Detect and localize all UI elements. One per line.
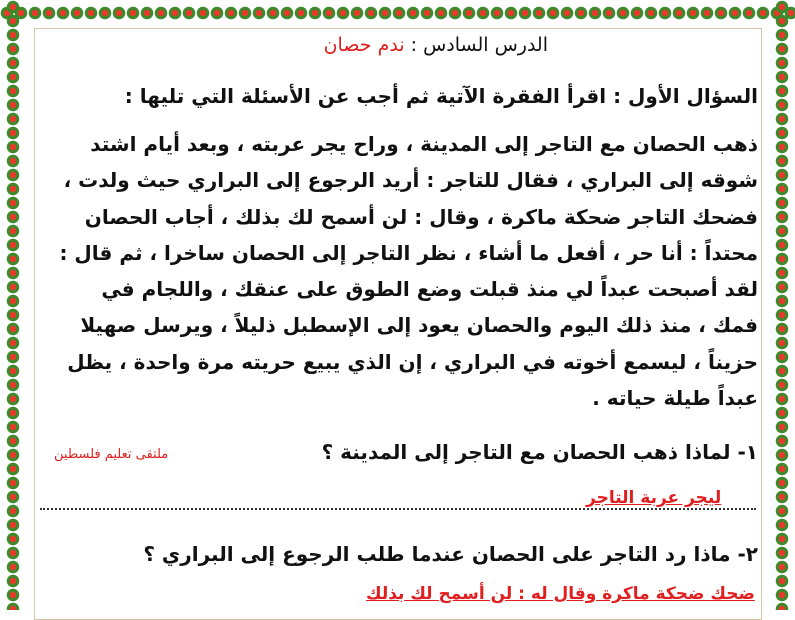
lesson-title-prefix: الدرس السادس : <box>404 34 548 56</box>
sub-question-1: ١- لماذا ذهب الحصان مع التاجر إلى المدينة ؟ <box>321 440 758 464</box>
paragraph-line: ذهب الحصان مع التاجر إلى المدينة ، وراح يجر عربته ، وبعد أيام اشتد <box>90 132 758 156</box>
source-tag: ملتقى تعليم فلسطين <box>54 447 169 462</box>
paragraph-line: حزيناً ، ليسمع أخوته في البراري ، إن الذي يبيع حريته مرة واحدة ، يظل <box>67 349 758 374</box>
flower-border-left <box>0 0 26 610</box>
flower-border-right <box>769 0 795 610</box>
answer-line-1 <box>40 508 756 510</box>
paragraph-line: فمك ، منذ ذلك اليوم والحصان يعود إلى الإسطبل ذليلاً ، ويرسل صهيلا <box>80 313 758 338</box>
paragraph-line: لقد أصبحت عبداً لي منذ قبلت وضع الطوق على عنقك ، واللجام في <box>101 277 758 302</box>
answer-2: ضحك ضحكة ماكرة وقال له : لن أسمح لك بذلك <box>366 584 755 604</box>
lesson-title <box>324 34 548 56</box>
paragraph-line: شوقه إلى البراري ، فقال للتاجر : أريد الرجوع إلى البراري حيث ولدت ، <box>63 168 758 193</box>
question1-header: السؤال الأول : اقرأ الفقرة الآتية ثم أجب عن الأسئلة التي تليها : <box>124 84 758 108</box>
sub-question-2: ٢- ماذا رد التاجر على الحصان عندما طلب الرجوع إلى البراري ؟ <box>143 542 758 566</box>
flower-border-top <box>0 0 795 26</box>
lesson-name: ندم حصان <box>323 34 405 56</box>
paragraph-line: محتداً : أنا حر ، أفعل ما أشاء ، نظر التاجر إلى الحصان ساخرا ، ثم قال : <box>59 240 758 265</box>
worksheet-document <box>40 30 758 610</box>
answer-1: ليجر عربة التاجر <box>586 488 722 508</box>
reading-paragraph <box>42 126 758 416</box>
paragraph-line: عبداً طيلة حياته . <box>592 386 758 411</box>
paragraph-line: فضحك التاجر ضحكة ماكرة ، وقال : لن أسمح لك بذلك ، أجاب الحصان <box>84 204 758 229</box>
